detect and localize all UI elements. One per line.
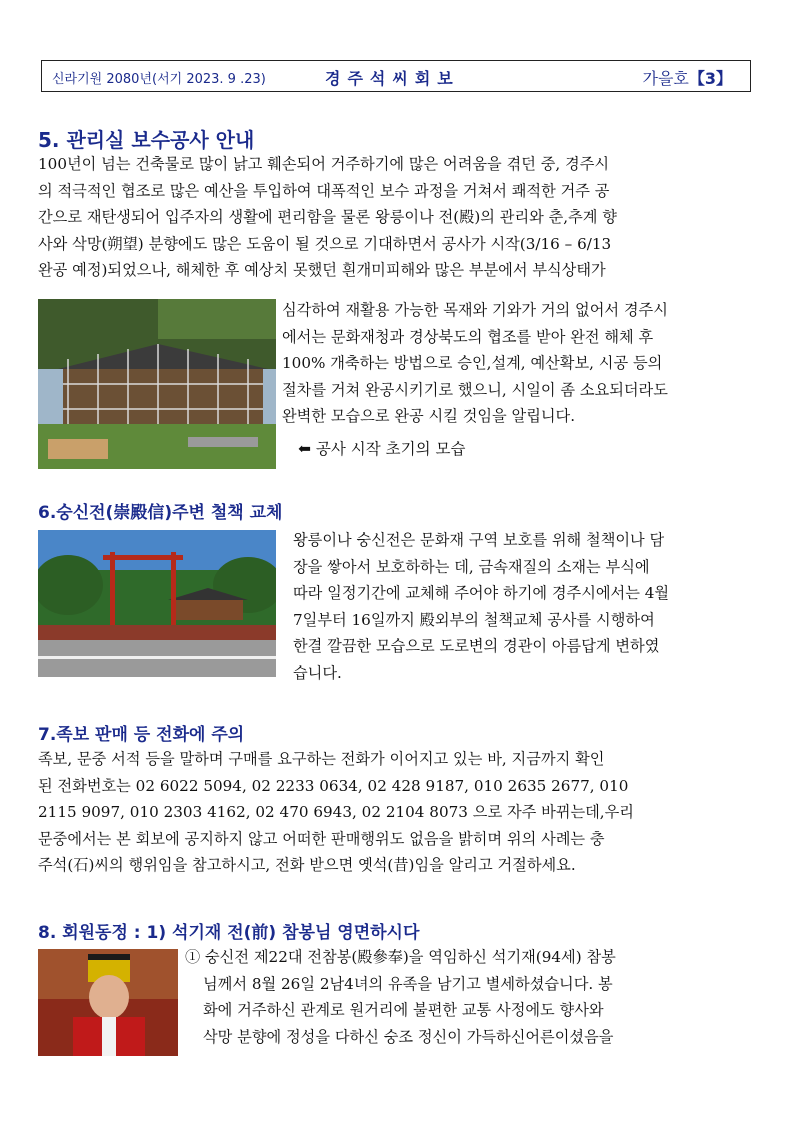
s8-line: 삭망 분향에 정성을 다하신 숭조 정신이 가득하신어른이셨음을 <box>203 1027 614 1046</box>
section-7-heading: 7.족보 판매 등 전화에 주의 <box>38 725 245 745</box>
s5-line: 의 적극적인 협조로 많은 예산을 투입하여 대폭적인 보수 과정을 거쳐서 쾌적한 거주 공 <box>38 181 610 200</box>
s5-line: 완공 예정)되었으나, 해체한 후 예상치 못했던 흰개미피해와 많은 부분에서 부식상태가 <box>38 261 606 279</box>
portrait-photo <box>38 949 178 1056</box>
section-6-body <box>293 527 756 686</box>
fence-photo <box>38 530 276 677</box>
s5-side-line: 100% 개축하는 방법으로 승인,설계, 예산확보, 시공 등의 <box>282 354 663 372</box>
s6-line: 따라 일정기간에 교체해 주어야 하기에 경주시에서는 4월 <box>293 584 670 602</box>
s8-line: ① 숭신전 제22대 전참봉(殿參奉)을 역임하신 석기재(94세) 참봉 <box>185 948 616 966</box>
photo-caption: ⬅ 공사 시작 초기의 모습 <box>298 440 466 458</box>
s6-line: 장을 쌓아서 보호하하는 데, 금속재질의 소재는 부식에 <box>293 557 650 576</box>
s5-line: 사와 삭망(朔望) 분향에도 많은 도움이 될 것으로 기대하면서 공사가 시작(3/16 – 6/13 <box>38 234 612 253</box>
s7-line: 주석(石)씨의 행위임을 참고하시고, 전화 받으면 옛석(昔)임을 알리고 거절하세요. <box>38 856 576 874</box>
section-8-body <box>185 944 756 1050</box>
s6-line: 왕릉이나 숭신전은 문화재 구역 보호를 위해 철책이나 담 <box>293 531 665 549</box>
newsletter-header <box>41 60 751 92</box>
section-8-heading: 8. 회원동정 : 1) 석기재 전(前) 참봉님 영면하시다 <box>38 923 420 943</box>
newsletter-title: 경주석씨회보 <box>325 69 460 88</box>
section-7-body <box>38 746 756 879</box>
s6-line: 습니다. <box>293 663 342 682</box>
construction-photo <box>38 299 276 469</box>
issue-date: 신라기원 2080년(서기 2023. 9 .23) <box>52 72 266 87</box>
s5-line: 100년이 넘는 건축물로 많이 낡고 훼손되어 거주하기에 많은 어려움을 겪던 중, 경주시 <box>38 155 610 173</box>
s7-line: 문중에서는 본 회보에 공지하지 않고 어떠한 판매행위도 없음을 밝히며 위의 사례는 충 <box>38 829 605 848</box>
section-5-side-text <box>282 297 756 430</box>
s8-line: 화에 거주하신 관계로 원거리에 불편한 교통 사정에도 향사와 <box>203 1001 604 1019</box>
s7-line: 2115 9097, 010 2303 4162, 02 470 6943, 02 2104 8073 으로 자주 바뀌는데,우리 <box>38 803 634 821</box>
s6-line: 7일부터 16일까지 殿외부의 철책교체 공사를 시행하여 <box>293 610 655 629</box>
issue-label: 가을호【3】 <box>642 69 732 88</box>
section-6-heading: 6.숭신전(崇殿信)주변 철책 교체 <box>38 503 283 523</box>
s7-line: 족보, 문중 서적 등을 말하며 구매를 요구하는 전화가 이어지고 있는 바, 지금까지 확인 <box>38 750 605 768</box>
s5-side-line: 완벽한 모습으로 완공 시킬 것임을 알립니다. <box>282 407 576 425</box>
section-5-body <box>38 151 756 284</box>
s5-line: 간으로 재탄생되어 입주자의 생활에 편리함을 물론 왕릉이나 전(殿)의 관리와 춘,추계 향 <box>38 208 617 226</box>
s5-side-line: 심각하여 재활용 가능한 목재와 기와가 거의 없어서 경주시 <box>282 301 668 319</box>
s5-side-line: 에서는 문화재청과 경상북도의 협조를 받아 완전 해체 후 <box>282 327 654 346</box>
s7-line: 된 전화번호는 02 6022 5094, 02 2233 0634, 02 428 9187, 010 2635 2677, 010 <box>38 776 629 795</box>
section-5-heading: 5. 관리실 보수공사 안내 <box>38 128 255 152</box>
s5-side-line: 절차를 거쳐 완공시키기로 했으니, 시일이 좀 소요되더라도 <box>282 380 668 399</box>
s6-line: 한결 깔끔한 모습으로 도로변의 경관이 아름답게 변하였 <box>293 637 660 655</box>
s8-line: 님께서 8월 26일 2남4녀의 유족을 남기고 별세하셨습니다. 봉 <box>203 974 613 993</box>
